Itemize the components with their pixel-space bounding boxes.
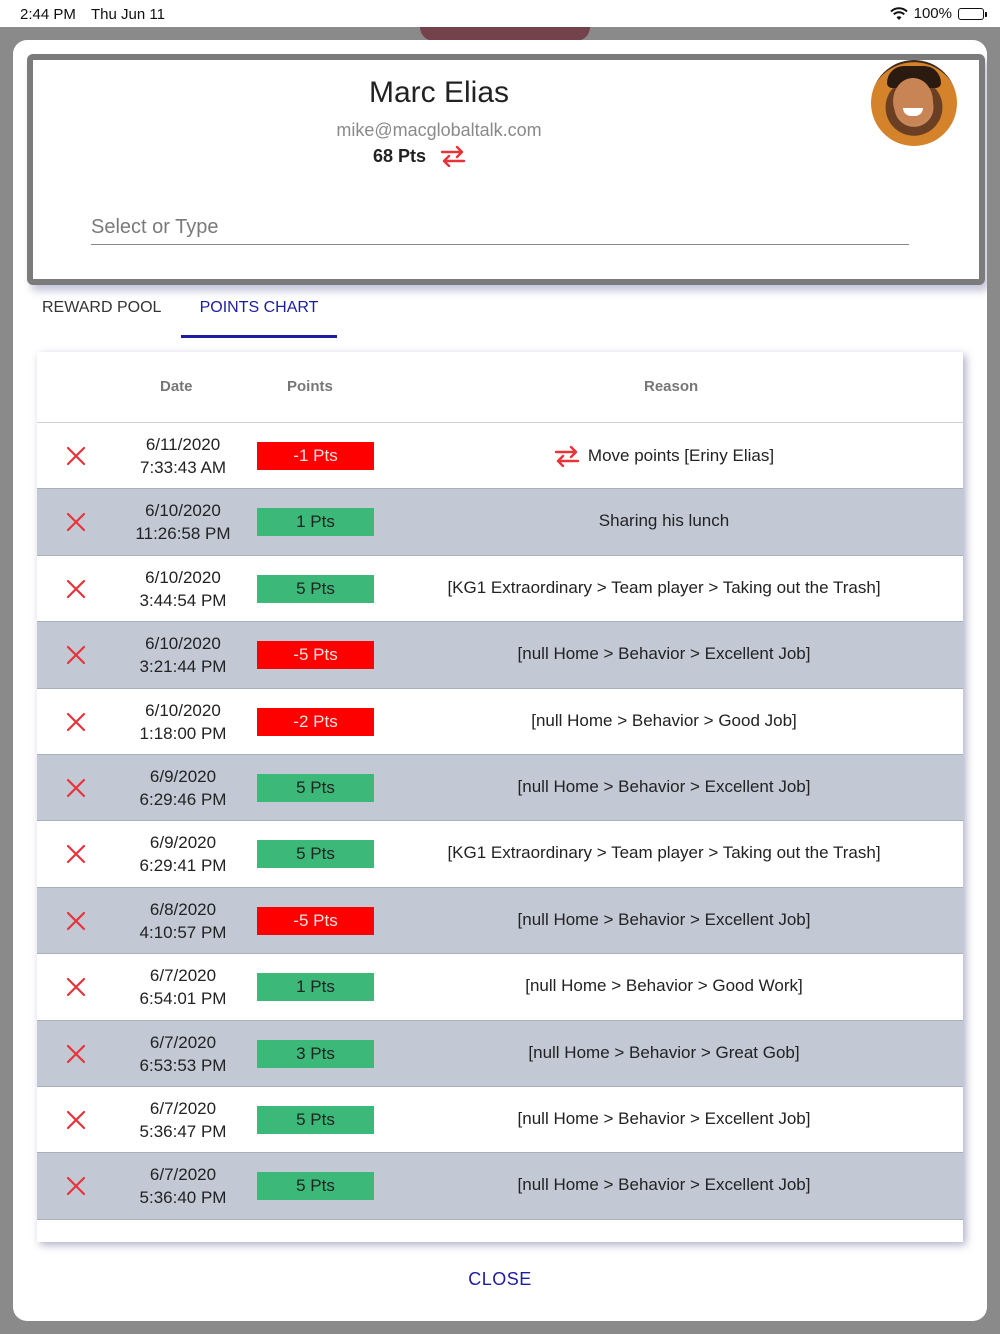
points-badge: 5 Pts xyxy=(257,840,374,868)
row-reason: Move points [Eriny Elias] xyxy=(587,446,775,465)
status-time: 2:44 PM xyxy=(20,6,76,23)
select-or-type-input[interactable] xyxy=(91,210,909,245)
avatar xyxy=(871,60,957,146)
reason-cell xyxy=(417,578,911,598)
table-row xyxy=(37,1021,963,1087)
row-reason: [KG1 Extraordinary > Team player > Taking out the Trash] xyxy=(447,843,881,863)
row-date: 6/10/2020 xyxy=(145,501,221,521)
delete-icon[interactable] xyxy=(65,1175,87,1197)
profile-card xyxy=(27,54,985,285)
table-row xyxy=(37,689,963,755)
delete-icon[interactable] xyxy=(65,777,87,799)
row-reason: [null Home > Behavior > Excellent Job] xyxy=(517,1108,811,1128)
row-reason: Sharing his lunch xyxy=(598,511,730,531)
date-cell xyxy=(123,699,243,745)
row-time: 6:53:53 PM xyxy=(139,1055,227,1075)
reason-cell xyxy=(417,1109,911,1129)
table-row xyxy=(37,1153,963,1219)
row-reason: [null Home > Behavior > Good Job] xyxy=(531,710,797,730)
points-row xyxy=(373,145,466,167)
wifi-icon xyxy=(890,7,908,21)
row-reason: [KG1 Extraordinary > Team player > Taking out the Trash] xyxy=(447,577,881,597)
reason-cell xyxy=(417,644,911,664)
date-cell xyxy=(123,898,243,944)
date-cell xyxy=(123,964,243,1010)
date-cell xyxy=(123,566,243,612)
row-reason: [null Home > Behavior > Great Gob] xyxy=(528,1042,800,1062)
date-cell xyxy=(123,1097,243,1143)
delete-icon[interactable] xyxy=(65,910,87,932)
date-cell xyxy=(123,433,243,479)
delete-icon[interactable] xyxy=(65,644,87,666)
points-badge: 3 Pts xyxy=(257,1040,374,1068)
row-reason: [null Home > Behavior > Excellent Job] xyxy=(517,776,811,796)
row-time: 3:21:44 PM xyxy=(139,657,227,677)
table-row xyxy=(37,489,963,555)
points-table xyxy=(37,352,963,1242)
points-badge: -5 Pts xyxy=(257,907,374,935)
points-badge: 1 Pts xyxy=(257,973,374,1001)
row-date: 6/10/2020 xyxy=(145,567,221,587)
column-header-points: Points xyxy=(287,378,333,395)
transfer-icon[interactable] xyxy=(440,145,466,167)
reason-cell xyxy=(417,1043,911,1063)
row-time: 7:33:43 AM xyxy=(139,458,226,477)
points-badge: -1 Pts xyxy=(257,442,374,470)
reason-cell xyxy=(417,777,911,797)
row-time: 4:10:57 PM xyxy=(139,922,227,942)
delete-icon[interactable] xyxy=(65,711,87,733)
battery-icon xyxy=(958,8,984,20)
row-date: 6/7/2020 xyxy=(149,1098,217,1118)
column-header-reason: Reason xyxy=(644,378,699,395)
row-date: 6/10/2020 xyxy=(145,700,221,720)
tab-bar xyxy=(27,290,337,340)
date-cell xyxy=(123,632,243,678)
row-date: 6/9/2020 xyxy=(149,766,217,786)
row-date: 6/7/2020 xyxy=(149,966,217,986)
delete-icon[interactable] xyxy=(65,578,87,600)
row-reason: [null Home > Behavior > Excellent Job] xyxy=(517,909,811,929)
reason-cell xyxy=(417,843,911,863)
status-date: Thu Jun 11 xyxy=(91,6,165,23)
points-badge: -2 Pts xyxy=(257,708,374,736)
profile-email: mike@macglobaltalk.com xyxy=(336,120,542,140)
row-date: 6/7/2020 xyxy=(149,1165,217,1185)
reason-cell xyxy=(417,711,911,731)
date-cell xyxy=(123,831,243,877)
date-cell xyxy=(123,1163,243,1209)
delete-icon[interactable] xyxy=(65,1043,87,1065)
profile-name: Marc Elias xyxy=(368,76,510,109)
table-row xyxy=(37,556,963,622)
status-bar xyxy=(0,0,1000,27)
delete-icon[interactable] xyxy=(65,843,87,865)
table-row xyxy=(37,821,963,887)
points-badge: 5 Pts xyxy=(257,1172,374,1200)
column-header-date: Date xyxy=(160,378,193,395)
date-cell xyxy=(123,1031,243,1077)
reason-cell xyxy=(417,910,911,930)
delete-icon[interactable] xyxy=(65,445,87,467)
points-badge: 1 Pts xyxy=(257,508,374,536)
points-modal xyxy=(13,40,987,1321)
close-button[interactable]: CLOSE xyxy=(468,1269,532,1289)
table-row xyxy=(37,622,963,688)
row-reason: [null Home > Behavior > Excellent Job] xyxy=(517,644,811,664)
row-time: 3:44:54 PM xyxy=(139,590,227,610)
points-badge: 5 Pts xyxy=(257,1106,374,1134)
date-cell xyxy=(123,499,243,545)
points-total: 68 Pts xyxy=(373,145,427,166)
row-time: 6:54:01 PM xyxy=(139,989,227,1009)
row-time: 5:36:47 PM xyxy=(139,1121,227,1141)
table-rows xyxy=(37,423,963,1220)
row-time: 1:18:00 PM xyxy=(139,723,227,743)
table-row xyxy=(37,755,963,821)
reason-cell xyxy=(417,445,911,472)
background-decoration xyxy=(420,27,590,41)
delete-icon[interactable] xyxy=(65,1109,87,1131)
tab-reward-pool[interactable]: REWARD POOL xyxy=(42,299,162,316)
row-reason: [null Home > Behavior > Excellent Job] xyxy=(517,1175,811,1195)
reason-cell xyxy=(417,511,911,531)
table-row xyxy=(37,1087,963,1153)
delete-icon[interactable] xyxy=(65,976,87,998)
reason-cell xyxy=(417,976,911,996)
row-time: 6:29:41 PM xyxy=(139,856,227,876)
reason-cell xyxy=(417,1175,911,1195)
row-time: 5:36:40 PM xyxy=(139,1188,227,1208)
table-row xyxy=(37,888,963,954)
battery-percent: 100% xyxy=(913,5,952,22)
date-cell xyxy=(123,765,243,811)
status-indicators xyxy=(890,5,984,22)
table-row xyxy=(37,423,963,489)
points-badge: 5 Pts xyxy=(257,575,374,603)
points-badge: 5 Pts xyxy=(257,774,374,802)
row-date: 6/10/2020 xyxy=(145,634,221,654)
points-badge: -5 Pts xyxy=(257,641,374,669)
row-date: 6/8/2020 xyxy=(149,899,217,919)
transfer-icon xyxy=(554,445,580,467)
tab-points-chart[interactable]: POINTS CHART xyxy=(181,290,337,338)
table-row xyxy=(37,954,963,1020)
row-reason: [null Home > Behavior > Good Work] xyxy=(525,976,803,996)
row-time: 6:29:46 PM xyxy=(139,789,227,809)
delete-icon[interactable] xyxy=(65,511,87,533)
row-date: 6/11/2020 xyxy=(145,435,221,454)
row-time: 11:26:58 PM xyxy=(135,524,231,544)
row-date: 6/7/2020 xyxy=(149,1032,217,1052)
row-date: 6/9/2020 xyxy=(149,833,217,853)
table-header xyxy=(37,352,963,423)
